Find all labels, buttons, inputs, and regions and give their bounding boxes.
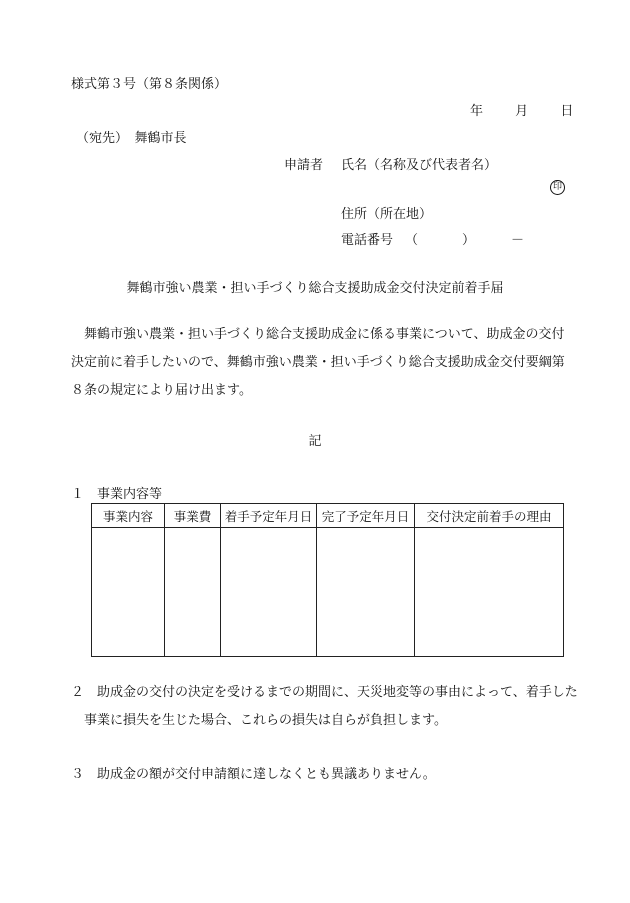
form-number: 様式第３号（第８条関係） xyxy=(71,77,228,92)
column-header: 完了予定年月日 xyxy=(317,504,415,528)
ki-marker: 記 xyxy=(308,434,322,449)
address-label: 住所（所在地） xyxy=(341,207,433,222)
section2-paragraph: ２ 助成金の交付の決定を受けるまでの期間に、天災地変等の事由によって、着手した事業に損失を生じた場合、これらの損失は自らが負担します。 xyxy=(71,685,578,728)
phone-open-paren: （ xyxy=(405,233,419,248)
column-header: 事業内容 xyxy=(92,504,165,528)
column-header: 事業費 xyxy=(165,504,221,528)
phone-dash: － xyxy=(511,233,525,248)
column-header: 着手予定年月日 xyxy=(221,504,317,528)
table-row xyxy=(92,528,564,657)
seal-mark: 印 xyxy=(550,180,565,195)
date-month-label: 月 xyxy=(515,104,529,119)
addressee: （宛先） 舞鶴市長 xyxy=(76,131,187,146)
document-title: 舞鶴市強い農業・担い手づくり総合支援助成金交付決定前着手届 xyxy=(126,281,504,296)
table-cell xyxy=(317,528,415,657)
phone-close-paren: ） xyxy=(462,233,476,248)
table-cell xyxy=(165,528,221,657)
table-cell xyxy=(221,528,317,657)
date-line xyxy=(470,100,573,119)
phone-label: 電話番号 xyxy=(341,233,394,248)
date-day-label: 日 xyxy=(560,104,574,119)
column-header: 交付決定前着手の理由 xyxy=(415,504,564,528)
table-header-row xyxy=(92,504,564,528)
applicant-label: 申請者 xyxy=(284,158,324,173)
date-year-label: 年 xyxy=(470,104,484,119)
table-cell xyxy=(415,528,564,657)
section1-heading: １ 事業内容等 xyxy=(71,487,163,502)
applicant-name-label: 氏名（名称及び代表者名） xyxy=(341,158,498,173)
body-paragraph: 舞鶴市強い農業・担い手づくり総合支援助成金に係る事業について、助成金の交付決定前に着手したいので、舞鶴市強い農業・担い手づくり総合支援助成金交付要綱第８条の規定により届け出ます。 xyxy=(71,327,565,398)
section3-paragraph: ３ 助成金の額が交付申請額に達しなくとも異議ありません。 xyxy=(71,767,436,782)
table-cell xyxy=(92,528,165,657)
seal-mark-icon xyxy=(550,178,565,195)
project-table xyxy=(91,503,564,657)
